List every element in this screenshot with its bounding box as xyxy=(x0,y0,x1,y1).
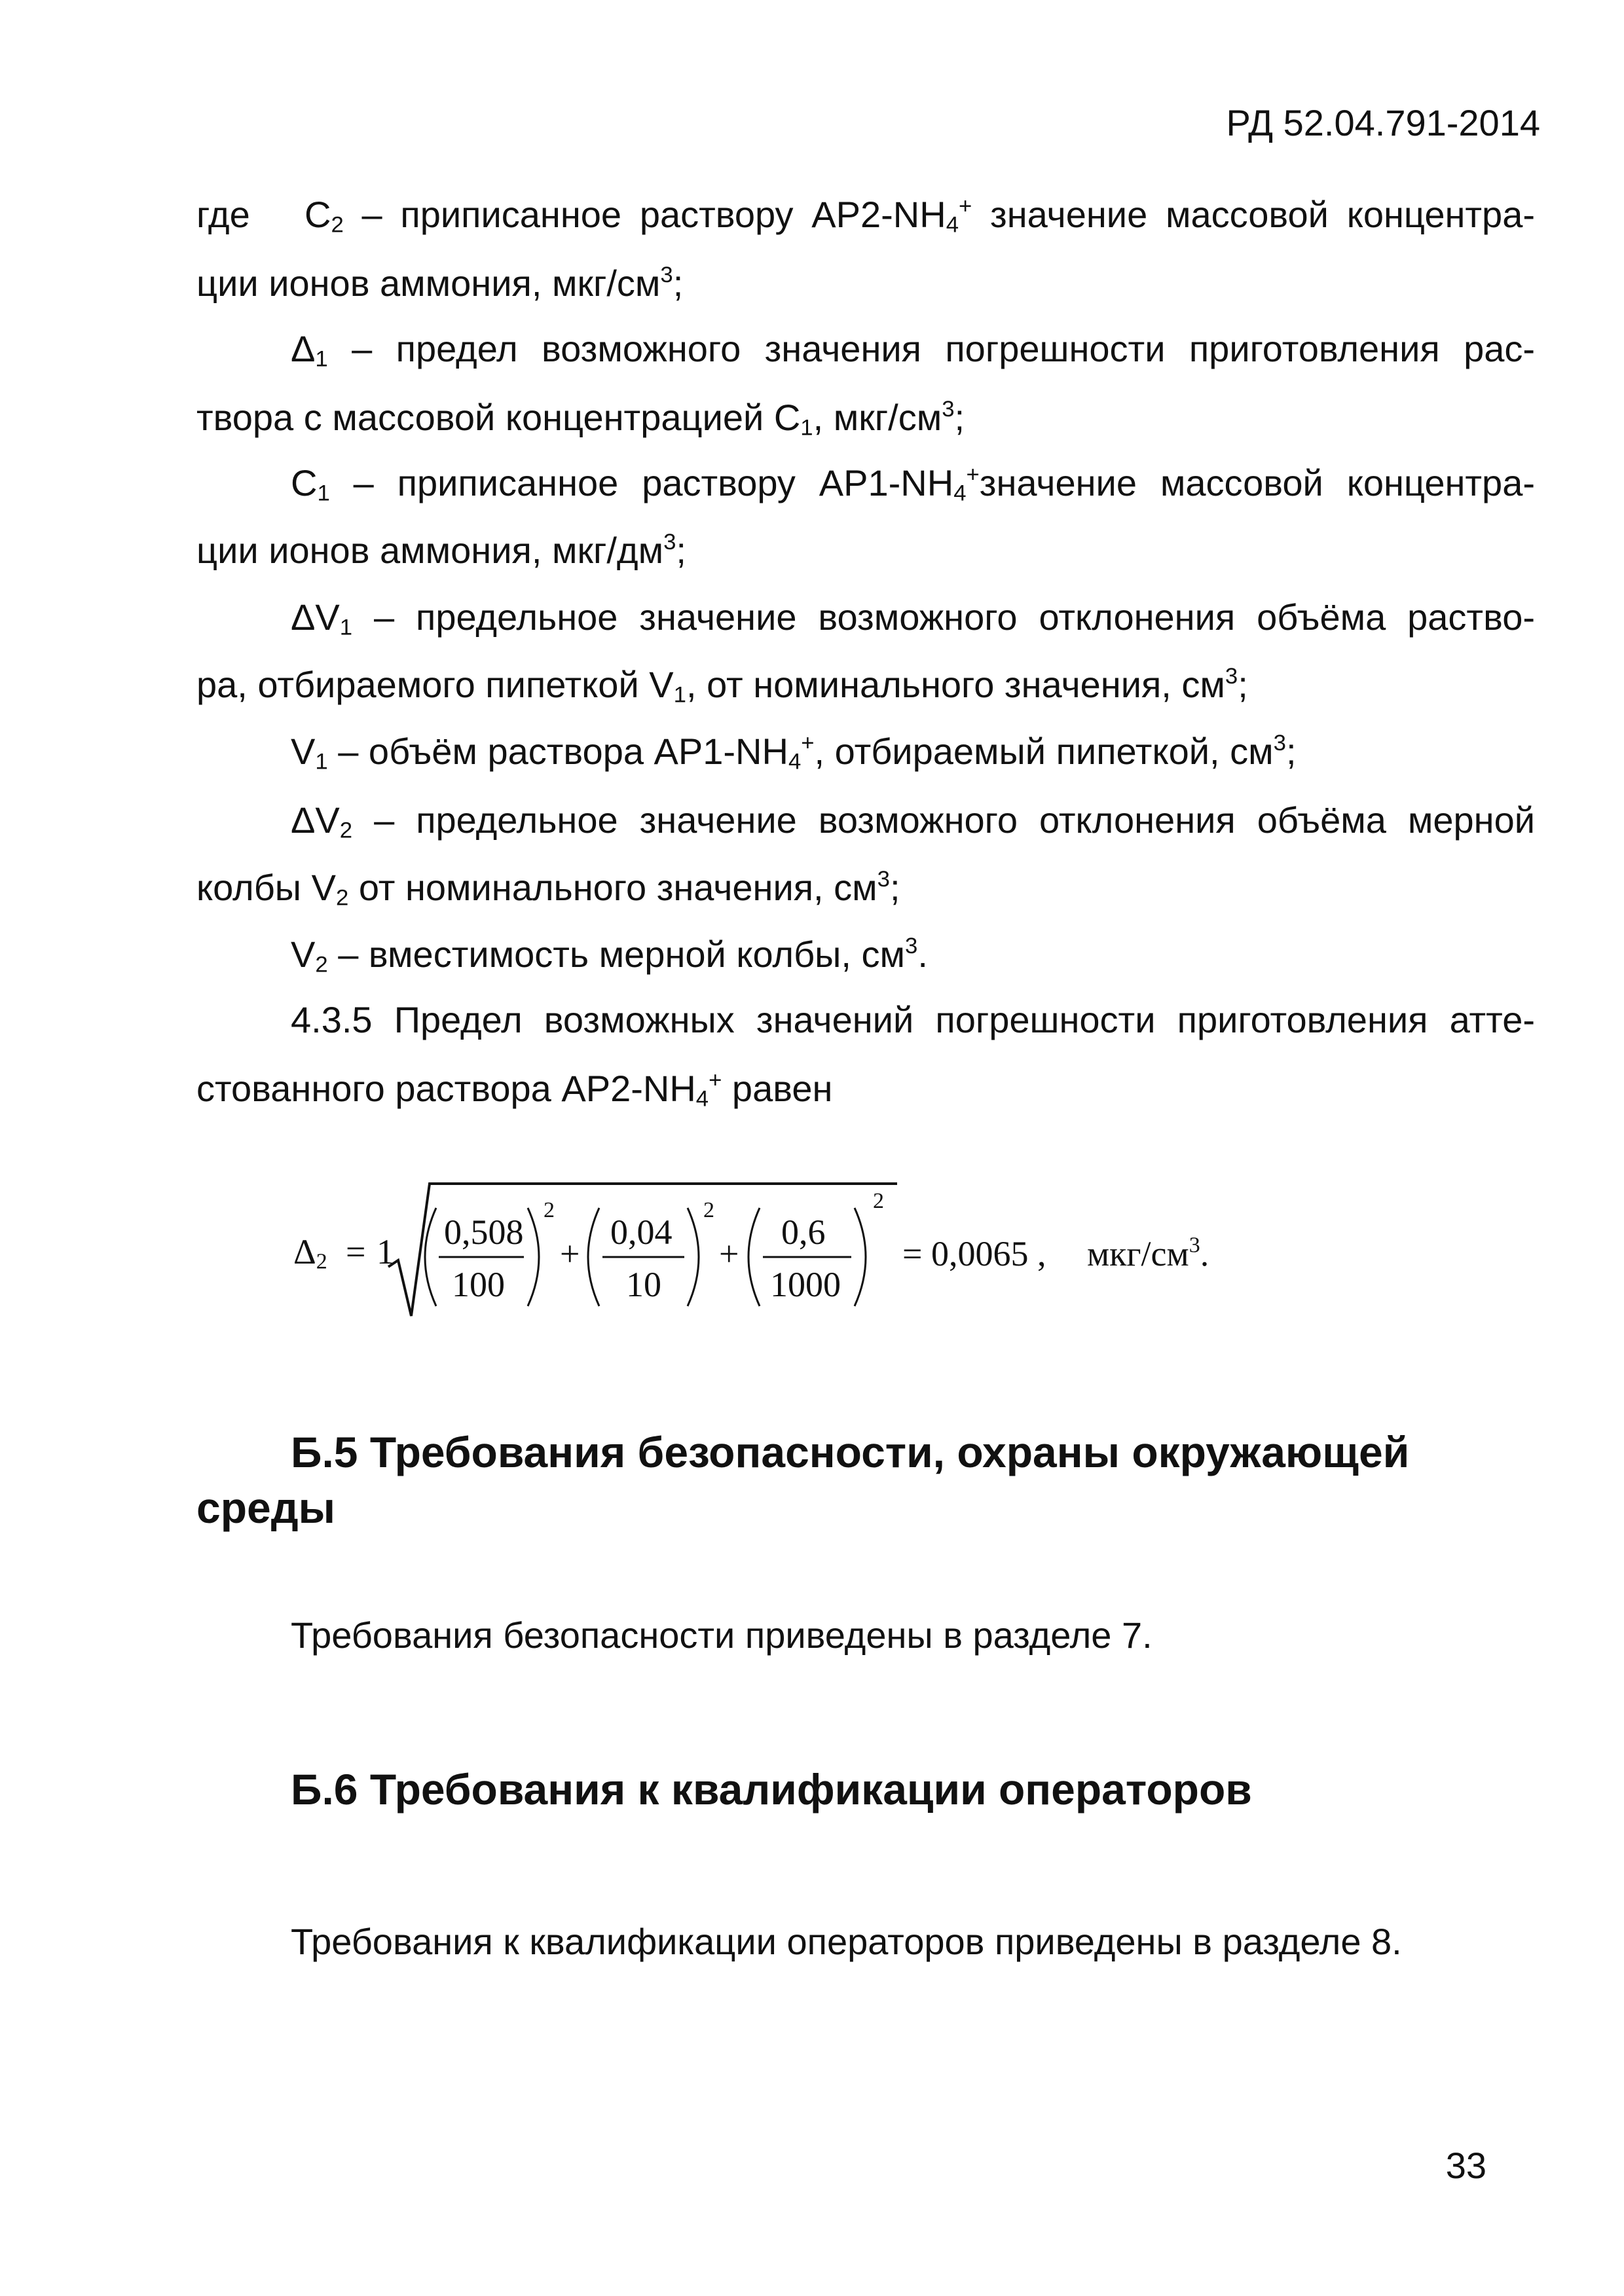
fraction-2-numerator: 0,04 xyxy=(610,1212,673,1252)
definition-delta1-line1: $\Delta_1$ – предел возможного значения погрешности приготовления рас- xyxy=(291,328,1536,372)
symbol-c1: $C_1$ xyxy=(291,462,330,506)
paren-open-3 xyxy=(748,1208,760,1306)
clause-435-line2: стованного раствора $АР2-NH_4^+$ равен xyxy=(196,1068,833,1112)
definition-dv2-line1: $\Delta V_2$ – предельное значение возможного отклонения объёма мерной xyxy=(291,799,1536,843)
definition-dv2-line2: колбы $V_2$ от номинального значения, $см^3$; xyxy=(196,867,900,911)
formula-equals: = xyxy=(346,1232,366,1271)
clause-435-line1: 4.3.5 Предел возможных значений погрешности приготовления атте- xyxy=(291,999,1535,1040)
document-code: РД 52.04.791-2014 xyxy=(1226,102,1540,143)
where-word: где xyxy=(196,194,250,235)
plus-sign-2: + xyxy=(719,1234,739,1273)
page-number: 33 xyxy=(1445,2145,1486,2186)
symbol-v1: $V_1$ xyxy=(291,731,328,774)
section-b6-body: Требования к квалификации операторов приведены в разделе 8. xyxy=(291,1921,1402,1962)
radical-sign xyxy=(388,1184,897,1316)
definition-v1: $V_1$ – объём раствора $АР1-NH_4^+$, отбираемый пипеткой, $см^3$; xyxy=(291,731,1297,774)
definition-c2-line2: ции ионов аммония, мкг/$см^3$; xyxy=(196,263,684,304)
formula-lhs: $\Delta_2$ xyxy=(293,1232,327,1274)
fraction-3-exponent: 2 xyxy=(873,1189,884,1213)
plus-sign-1: + xyxy=(560,1234,580,1273)
fraction-3-numerator: 0,6 xyxy=(781,1212,826,1252)
symbol-dv1: $\Delta V_1$ xyxy=(291,596,353,640)
paren-close-2 xyxy=(688,1208,699,1306)
paren-close-1 xyxy=(528,1208,539,1306)
symbol-delta1: $\Delta_1$ xyxy=(291,328,328,372)
paren-open-1 xyxy=(425,1208,436,1306)
symbol-v2: $V_2$ xyxy=(291,934,328,977)
definition-v2: $V_2$ – вместимость мерной колбы, $см^3$. xyxy=(291,934,928,977)
fraction-1-denominator: 100 xyxy=(452,1265,505,1304)
section-b5-heading-line2: среды xyxy=(196,1484,335,1532)
formula-result: = 0,0065 , xyxy=(902,1234,1046,1273)
fraction-1-numerator: 0,508 xyxy=(444,1212,524,1252)
definition-dv1-line1: $\Delta V_1$ – предельное значение возможного отклонения объёма раство- xyxy=(291,596,1535,640)
symbol-c2: $C_2$ xyxy=(304,194,344,238)
section-b5-body: Требования безопасности приведены в разделе 7. xyxy=(291,1614,1153,1656)
definition-delta1-line2: твора с массовой концентрацией $C_1$, мкг/$см^3$; xyxy=(196,397,965,441)
section-b5-heading-line1: Б.5 Требования безопасности, охраны окружающей xyxy=(291,1428,1410,1476)
fraction-2-denominator: 10 xyxy=(626,1265,661,1304)
fraction-2-exponent: 2 xyxy=(703,1198,714,1222)
paren-open-2 xyxy=(588,1208,599,1306)
definition-dv1-line2: ра, отбираемого пипеткой $V_1$, от номинального значения, $см^3$; xyxy=(196,664,1248,708)
section-b6-heading: Б.6 Требования к квалификации операторов xyxy=(291,1765,1252,1813)
paren-close-3 xyxy=(855,1208,866,1306)
symbol-dv2: $\Delta V_2$ xyxy=(291,799,353,843)
fraction-3-denominator: 1000 xyxy=(770,1265,841,1304)
definition-c1-line2: ции ионов аммония, мкг/$дм^3$; xyxy=(196,530,686,571)
formula-coefficient: 1 xyxy=(377,1232,394,1271)
definition-c2-line1: где $C_2$ – приписанное раствору $АР2-NH_4^+$ значение массовой концентра- xyxy=(196,194,1535,238)
definition-c1-line1: $C_1$ – приписанное раствору $АР1-NH_4^+значение$ массовой концентра- xyxy=(291,462,1535,506)
formula-unit: мкг/$см^3$. xyxy=(1087,1233,1209,1273)
fraction-1-exponent: 2 xyxy=(544,1198,555,1222)
